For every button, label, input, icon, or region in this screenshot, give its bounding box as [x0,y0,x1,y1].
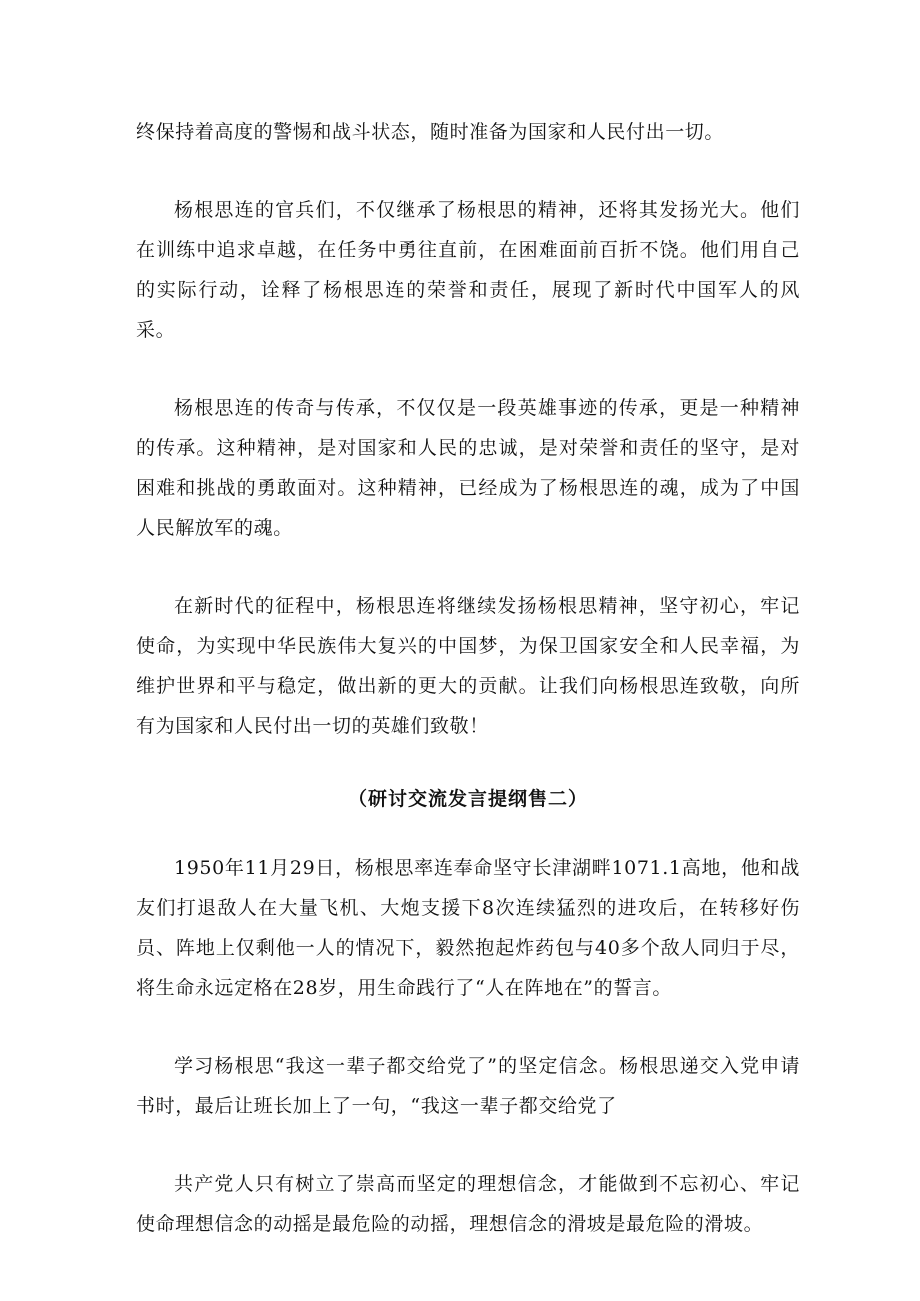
section-heading: （研讨交流发言提纲售二） [347,788,588,810]
paragraph: 共产党人只有树立了崇高而坚定的理想信念，才能做到不忘初心、牢记使命理想信念的动摇是最危险的动摇，理想信念的滑坡是最危险的滑坡。 [136,1173,800,1235]
paragraph: 1950年11月29日，杨根思率连奉命坚守长津湖畔1071.1高地，他和战友们打退敌人在大量飞机、大炮支援下8次连续猛烈的进攻后，在转移好伤员、阵地上仅剩他一人的情况下，毅然抱起炸药包与40多个敌人同归于尽，将生命永远定格在28岁，用生命践行了“人在阵地在”的誓言。 [136,857,800,999]
paragraph: 杨根思连的官兵们，不仅继承了杨根思的精神，还将其发扬光大。他们在训练中追求卓越，在任务中勇往直前，在困难面前百折不饶。他们用自己的实际行动，诠释了杨根思连的荣誉和责任，展现了新时代中国军人的风采。 [136,199,800,341]
paragraph: 杨根思连的传奇与传承，不仅仅是一段英雄事迹的传承，更是一种精神的传承。这种精神，是对国家和人民的忠诚，是对荣誉和责任的坚守，是对困难和挑战的勇敢面对。这种精神，已经成为了杨根思连的魂，成为了中国人民解放军的魂。 [136,397,800,539]
paragraph: 学习杨根思“我这一辈子都交给党了”的坚定信念。杨根思递交入党申请书时，最后让班长加上了一句，“我这一辈子都交给党了 [136,1055,800,1117]
paragraph: 在新时代的征程中，杨根思连将继续发扬杨根思精神，坚守初心，牢记使命，为实现中华民族伟大复兴的中国梦，为保卫国家安全和人民幸福，为维护世界和平与稳定，做出新的更大的贡献。让我们向杨根思连致敬，向所有为国家和人民付出一切的英雄们致敬！ [136,595,800,737]
document-page [136,112,800,1282]
paragraph-continuation: 终保持着高度的警惕和战斗状态，随时准备为国家和人民付出一切。 [136,121,725,143]
